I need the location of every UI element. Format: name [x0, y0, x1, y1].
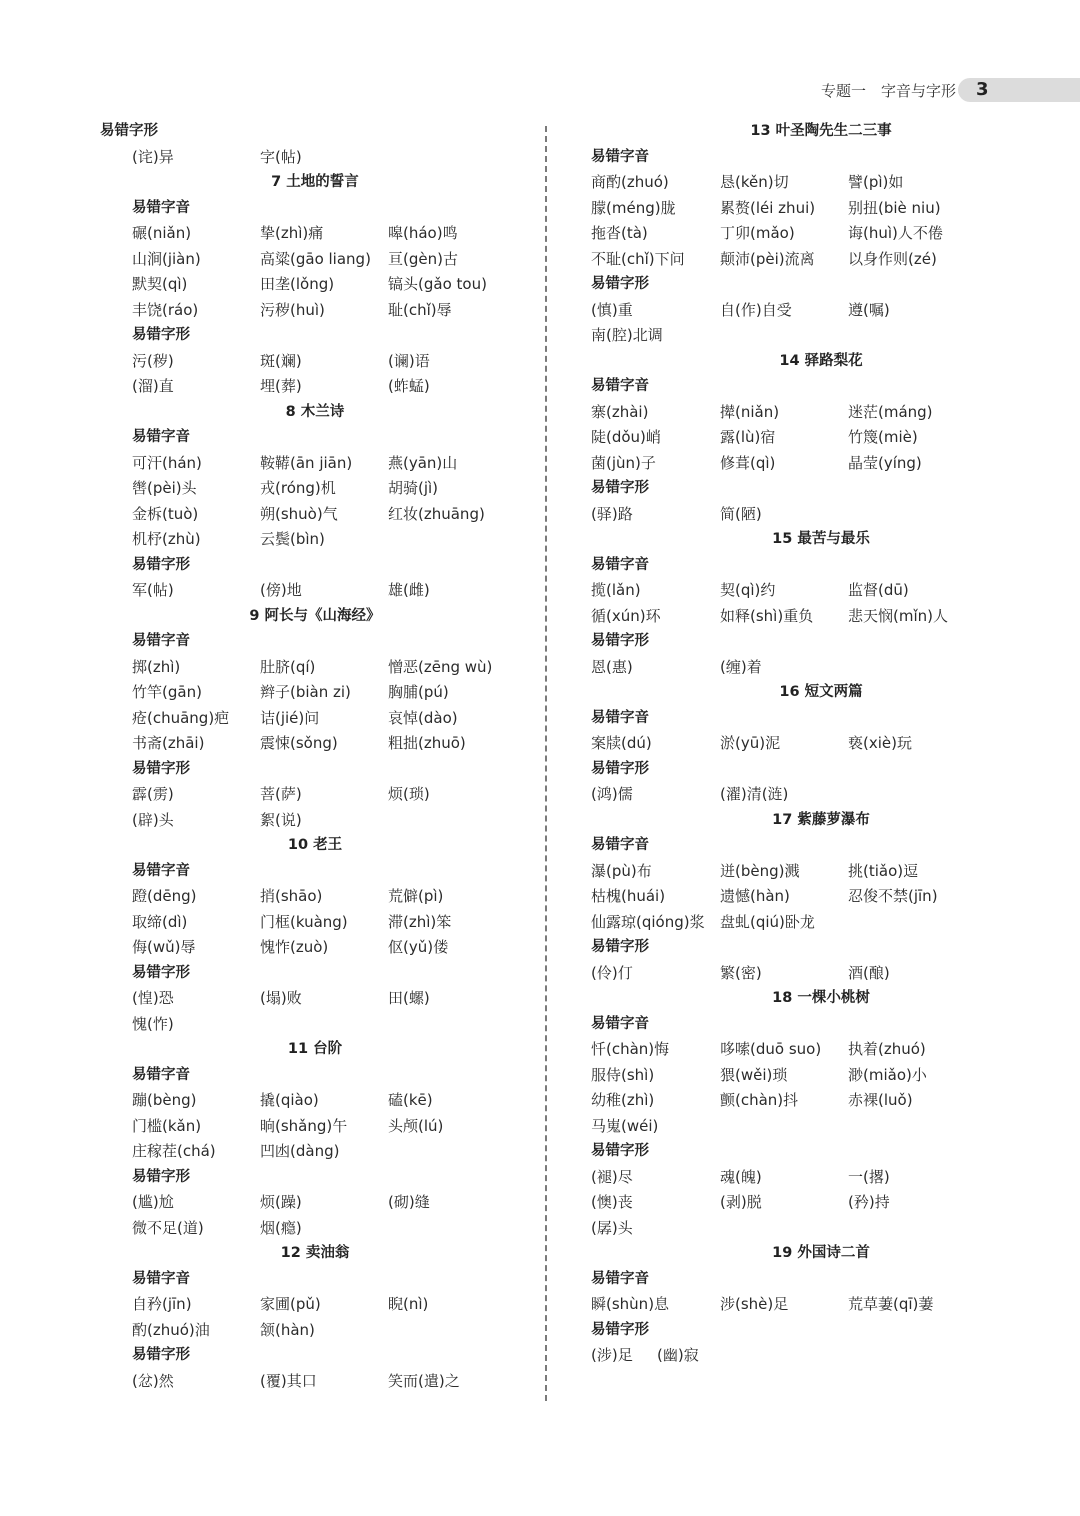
word-entry: 案牍(dú) — [591, 734, 652, 752]
lesson-title: 19 外国诗二首 — [772, 1245, 870, 1261]
word-entry: 斑(斓) — [260, 351, 302, 370]
word-entry: 瞬(shùn)息 — [591, 1295, 670, 1313]
lesson-title: 9 阿长与《山海经》 — [249, 607, 381, 624]
word-entry: (孱)头 — [591, 1218, 633, 1237]
word-entry: 滞(zhì)笨 — [388, 912, 452, 931]
word-entry: 循(xún)环 — [591, 606, 661, 625]
word-entry: (塌)败 — [260, 989, 302, 1007]
word-entry: 赤裸(luǒ) — [848, 1091, 913, 1109]
section-label: 易错字音 — [132, 199, 190, 216]
word-entry: 高粱(gāo liang) — [260, 249, 371, 268]
word-entry: 亵(xiè)玩 — [848, 734, 912, 752]
word-entry: (诧)异 — [132, 147, 174, 166]
word-row — [100, 527, 530, 553]
word-entry: 侮(wǔ)辱 — [132, 938, 196, 956]
word-entry: 服侍(shì) — [591, 1065, 655, 1084]
section-label: 易错字形 — [132, 556, 190, 573]
word-row — [591, 578, 1051, 604]
word-entry: 修葺(qì) — [720, 453, 776, 472]
word-entry: 荒草萋(qī)萋 — [848, 1295, 934, 1313]
word-entry: 竹竿(gān) — [132, 683, 202, 701]
word-entry: 瀑(pù)布 — [591, 861, 652, 880]
lesson-title: 18 一棵小桃树 — [772, 990, 870, 1006]
section-label: 易错字形 — [591, 480, 649, 496]
word-row — [100, 502, 530, 528]
section-label: 易错字形 — [100, 123, 158, 139]
word-entry: 絮(说) — [260, 810, 302, 829]
word-entry: 不耻(chǐ)下问 — [591, 249, 685, 268]
word-entry: 辔(pèi)头 — [132, 479, 197, 497]
word-entry: 家圃(pǔ) — [260, 1295, 321, 1313]
word-row — [591, 502, 1051, 528]
word-entry: 震悚(sǒng) — [260, 734, 338, 752]
word-entry: 哀悼(dào) — [388, 708, 458, 727]
word-entry: 山涧(jiàn) — [132, 249, 201, 268]
word-entry: 枯槐(huái) — [591, 887, 666, 905]
word-row — [100, 782, 530, 808]
word-entry: 嗥(háo)鸣 — [388, 224, 458, 242]
word-entry: (尴)尬 — [132, 1193, 174, 1211]
word-row — [100, 935, 530, 961]
word-entry: (鸿)儒 — [591, 785, 633, 803]
word-entry: 鞍鞯(ān jiān) — [260, 453, 353, 472]
word-entry: 诘(jié)问 — [260, 708, 320, 727]
word-entry: 譬(pì)如 — [848, 173, 904, 191]
word-entry: 霹(雳) — [132, 785, 174, 803]
section-label: 易错字形 — [132, 1168, 190, 1185]
word-entry: (濯)清(涟) — [720, 785, 789, 803]
word-entry: 菌(jùn)子 — [591, 453, 656, 472]
word-entry: (幽)寂 — [657, 1346, 699, 1364]
word-row — [100, 145, 530, 171]
word-entry: 军(帖) — [132, 581, 174, 599]
lesson-title: 13 叶圣陶先生二三事 — [750, 123, 892, 139]
word-entry: 朦(méng)胧 — [591, 198, 676, 217]
word-entry: 蹦(bèng) — [132, 1091, 197, 1109]
word-entry: 取缔(dì) — [132, 912, 188, 931]
word-entry: (矜)持 — [848, 1193, 890, 1211]
word-entry: 撵(niǎn) — [720, 402, 780, 421]
word-entry: (伶)仃 — [591, 963, 633, 982]
word-entry: 燕(yān)山 — [388, 453, 458, 472]
word-entry: 机杼(zhù) — [132, 530, 201, 548]
word-row — [591, 731, 1051, 757]
word-entry: 酒(酿) — [848, 963, 890, 982]
word-entry: 胸脯(pú) — [388, 683, 449, 701]
word-entry: 简(陋) — [720, 504, 762, 523]
section-label: 易错字音 — [591, 1270, 649, 1287]
word-row — [591, 961, 1051, 987]
word-entry: 晌(shǎng)午 — [260, 1116, 348, 1135]
section-label: 易错字音 — [132, 633, 190, 649]
word-entry: 迸(bèng)溅 — [720, 861, 800, 880]
word-entry: 淤(yū)泥 — [720, 734, 781, 752]
word-entry: 头颅(lú) — [388, 1116, 444, 1135]
word-entry: 契(qì)约 — [720, 581, 776, 599]
word-entry: 田(螺) — [388, 989, 430, 1007]
word-row — [100, 1114, 530, 1140]
word-entry: 金柝(tuò) — [132, 504, 199, 523]
word-row — [100, 884, 530, 910]
column-divider — [545, 126, 547, 1401]
word-entry: 自矜(jīn) — [132, 1295, 192, 1313]
word-row — [591, 859, 1051, 885]
word-entry: 蹬(dēng) — [132, 887, 197, 905]
word-entry: 马嵬(wéi) — [591, 1116, 659, 1135]
word-row — [591, 1343, 1051, 1369]
word-row — [591, 604, 1051, 630]
word-row — [100, 680, 530, 706]
word-entry: 遗憾(hàn) — [720, 887, 790, 905]
section-label: 易错字音 — [132, 429, 190, 445]
word-entry: (覆)其口 — [260, 1371, 317, 1390]
word-entry: (辟)头 — [132, 810, 174, 829]
word-entry: 魂(魄) — [720, 1167, 762, 1186]
word-entry: 门槛(kǎn) — [132, 1116, 202, 1135]
word-row — [591, 323, 1051, 349]
word-entry: 迷茫(máng) — [848, 402, 933, 421]
word-row — [100, 1190, 530, 1216]
word-row — [100, 1139, 530, 1165]
word-entry: 累赘(léi zhui) — [720, 198, 816, 217]
word-entry: 庄稼茬(chá) — [132, 1142, 216, 1160]
word-entry: 诲(huì)人不倦 — [848, 224, 943, 242]
word-row — [591, 1088, 1051, 1114]
word-entry: 碾(niǎn) — [132, 224, 192, 242]
word-row — [100, 1292, 530, 1318]
word-entry: 猥(wěi)琐 — [720, 1065, 788, 1084]
word-entry: 渺(miǎo)小 — [848, 1065, 927, 1084]
word-row — [100, 578, 530, 604]
word-row — [591, 910, 1051, 936]
word-entry: 笑而(遣)之 — [388, 1371, 460, 1390]
word-row — [591, 1216, 1051, 1242]
word-row — [591, 1037, 1051, 1063]
lesson-title: 14 驿路梨花 — [779, 352, 863, 369]
word-row — [591, 1114, 1051, 1140]
section-label: 易错字形 — [591, 1321, 649, 1338]
word-entry: 涉(shè)足 — [720, 1295, 789, 1313]
word-row — [100, 374, 530, 400]
word-row — [591, 400, 1051, 426]
word-entry: 睨(nì) — [388, 1295, 429, 1313]
word-entry: (惶)恐 — [132, 989, 174, 1007]
word-entry: (蚱蜢) — [388, 377, 430, 395]
word-entry: 忍俊不禁(jīn) — [848, 887, 938, 905]
word-entry: 雄(雌) — [388, 581, 430, 599]
word-entry: 恳(kěn)切 — [720, 173, 789, 191]
word-row — [591, 782, 1051, 808]
word-entry: 辫子(biàn zi) — [260, 683, 351, 701]
word-entry: 颔(hàn) — [260, 1320, 315, 1339]
word-row — [591, 170, 1051, 196]
word-entry: 遵(嘱) — [848, 300, 890, 319]
word-entry: 磕(kē) — [388, 1091, 433, 1109]
word-entry: 仙露琼(qióng)浆 — [591, 912, 705, 931]
word-entry: 书斋(zhāi) — [132, 734, 205, 752]
right-column — [591, 119, 1051, 1369]
word-entry: 镐头(gǎo tou) — [388, 275, 487, 293]
word-row — [591, 247, 1051, 273]
word-row — [591, 1063, 1051, 1089]
word-entry: 污秽(huì) — [260, 300, 325, 319]
word-entry: 田垄(lǒng) — [260, 275, 335, 293]
word-row — [591, 425, 1051, 451]
word-entry: 憎恶(zēng wù) — [388, 657, 493, 676]
section-label: 易错字形 — [132, 1347, 190, 1363]
word-entry: 颠沛(pèi)流离 — [720, 249, 815, 268]
word-row — [100, 221, 530, 247]
word-entry: 如释(shì)重负 — [720, 606, 814, 625]
word-entry: 埋(葬) — [260, 377, 302, 395]
word-entry: 可汗(hán) — [132, 453, 202, 472]
word-row — [100, 247, 530, 273]
word-entry: 肚脐(qí) — [260, 657, 316, 676]
word-row — [100, 451, 530, 477]
section-label: 易错字形 — [132, 760, 190, 777]
word-entry: 一(撂) — [848, 1167, 890, 1186]
section-label: 易错字音 — [591, 556, 649, 573]
word-entry: (溜)直 — [132, 377, 174, 395]
word-row — [100, 986, 530, 1012]
lesson-title: 15 最苦与最乐 — [772, 531, 870, 547]
word-row — [100, 1012, 530, 1038]
lesson-title: 17 紫藤萝瀑布 — [772, 811, 870, 828]
word-entry: 酌(zhuó)油 — [132, 1320, 210, 1339]
word-entry: 恩(惠) — [591, 657, 633, 676]
word-entry: 寨(zhài) — [591, 402, 649, 421]
word-row — [591, 1165, 1051, 1191]
word-entry: 露(lù)宿 — [720, 428, 776, 446]
section-label: 易错字形 — [591, 1143, 649, 1159]
word-entry: 以身作则(zé) — [848, 249, 937, 268]
word-entry: 愧(怍) — [132, 1014, 174, 1033]
word-row — [591, 196, 1051, 222]
word-row — [100, 910, 530, 936]
word-entry: 陡(dǒu)峭 — [591, 428, 661, 446]
page-number-tab — [958, 78, 1080, 102]
word-entry: 晶莹(yíng) — [848, 453, 922, 472]
word-entry: 污(秽) — [132, 351, 174, 370]
word-row — [591, 1190, 1051, 1216]
word-entry: 伛(yǔ)偻 — [388, 938, 449, 956]
word-entry: 微不足(道) — [132, 1218, 204, 1237]
word-entry: 亘(gèn)古 — [388, 249, 458, 268]
word-entry: (懊)丧 — [591, 1193, 633, 1211]
word-row — [100, 476, 530, 502]
word-entry: 字(帖) — [260, 147, 302, 166]
word-entry: 耻(chǐ)辱 — [388, 300, 452, 319]
word-entry: 拖沓(tà) — [591, 224, 648, 242]
word-entry: 丰饶(ráo) — [132, 300, 199, 319]
section-label: 易错字音 — [591, 148, 649, 165]
word-entry: 南(腔)北调 — [591, 326, 663, 344]
section-label: 易错字形 — [591, 939, 649, 955]
lesson-title: 11 台阶 — [287, 1041, 343, 1057]
word-entry: (涉)足 — [591, 1346, 633, 1364]
section-label: 易错字音 — [591, 837, 649, 853]
word-entry: 愧怍(zuò) — [260, 938, 329, 956]
word-row — [100, 272, 530, 298]
word-entry: 粗拙(zhuō) — [388, 734, 466, 752]
word-entry: (褪)尽 — [591, 1167, 633, 1186]
word-entry: 幼稚(zhì) — [591, 1091, 655, 1109]
word-entry: 盘虬(qiú)卧龙 — [720, 912, 815, 931]
word-entry: 烦(琐) — [388, 785, 430, 803]
word-entry: (谰)语 — [388, 351, 430, 370]
section-label: 易错字形 — [132, 964, 190, 981]
word-entry: (剥)脱 — [720, 1193, 762, 1211]
word-entry: 烦(躁) — [260, 1193, 302, 1211]
word-entry: 竹篾(miè) — [848, 428, 918, 446]
word-entry: 云鬓(bìn) — [260, 530, 325, 548]
section-label: 易错字音 — [591, 378, 649, 394]
word-entry: 疮(chuāng)疤 — [132, 708, 230, 727]
word-entry: 别扭(biè niu) — [848, 198, 941, 217]
word-entry: 戎(róng)机 — [260, 479, 336, 497]
word-row — [591, 221, 1051, 247]
word-entry: 悲天悯(mǐn)人 — [848, 606, 948, 625]
word-row — [100, 1216, 530, 1242]
word-entry: 掷(zhì) — [132, 657, 181, 676]
word-row — [100, 1088, 530, 1114]
word-entry: (傍)地 — [260, 581, 302, 599]
lesson-title: 16 短文两篇 — [779, 684, 863, 700]
word-entry: 自(作)自受 — [720, 300, 792, 319]
lesson-title: 12 卖油翁 — [280, 1245, 350, 1261]
word-entry: 烟(瘾) — [260, 1218, 302, 1237]
word-entry: (砌)缝 — [388, 1193, 430, 1211]
section-label: 易错字音 — [132, 862, 190, 879]
word-entry: 哆嗦(duō suo) — [720, 1040, 822, 1058]
word-entry: 凹凼(dàng) — [260, 1142, 340, 1160]
word-entry: (忿)然 — [132, 1371, 174, 1390]
word-row — [100, 349, 530, 375]
word-row — [591, 451, 1051, 477]
word-row — [100, 808, 530, 834]
word-entry: 胡骑(jì) — [388, 479, 439, 497]
header-topic: 专题一 字音与字形 — [820, 82, 956, 100]
word-entry: 朔(shuò)气 — [260, 504, 338, 523]
word-entry: 颤(chàn)抖 — [720, 1091, 799, 1109]
word-row — [100, 731, 530, 757]
section-label: 易错字形 — [132, 327, 190, 343]
word-entry: 撬(qiào) — [260, 1091, 319, 1109]
word-entry: 挚(zhì)痛 — [260, 224, 324, 242]
word-entry: (驿)路 — [591, 504, 633, 523]
word-entry: 商酌(zhuó) — [591, 173, 669, 191]
word-entry: 忏(chàn)悔 — [591, 1040, 670, 1058]
lesson-title: 8 木兰诗 — [285, 403, 345, 420]
word-row — [100, 655, 530, 681]
word-entry: 默契(qì) — [132, 275, 188, 293]
word-row — [100, 1318, 530, 1344]
word-entry: 繁(密) — [720, 963, 762, 982]
word-row — [591, 884, 1051, 910]
lesson-title: 7 土地的誓言 — [271, 174, 359, 190]
word-entry: (缠)着 — [720, 657, 762, 676]
word-row — [591, 1292, 1051, 1318]
word-entry: 捎(shāo) — [260, 887, 323, 905]
word-entry: (慎)重 — [591, 300, 633, 319]
section-label: 易错字形 — [591, 276, 649, 292]
section-label: 易错字音 — [591, 1015, 649, 1032]
left-column — [100, 119, 530, 1394]
word-entry: 菩(萨) — [260, 785, 302, 803]
section-label: 易错字形 — [591, 633, 649, 649]
word-row — [591, 655, 1051, 681]
word-entry: 执着(zhuó) — [848, 1040, 926, 1058]
word-entry: 红妆(zhuāng) — [388, 504, 485, 523]
lesson-title: 10 老王 — [287, 837, 343, 853]
word-entry: 荒僻(pì) — [388, 887, 444, 905]
word-row — [100, 298, 530, 324]
word-entry: 门框(kuàng) — [260, 912, 348, 931]
word-row — [591, 298, 1051, 324]
section-label: 易错字音 — [132, 1066, 190, 1083]
section-label: 易错字音 — [591, 709, 649, 726]
word-entry: 丁卯(mǎo) — [720, 224, 795, 242]
word-row — [100, 1369, 530, 1395]
word-entry: 揽(lǎn) — [591, 581, 641, 599]
word-entry: 挑(tiǎo)逗 — [848, 861, 919, 880]
page-number: 3 — [976, 79, 989, 100]
word-row — [100, 706, 530, 732]
page-header — [0, 78, 1080, 104]
word-entry: 监督(dū) — [848, 581, 909, 599]
section-label: 易错字形 — [591, 760, 649, 777]
section-label: 易错字音 — [132, 1270, 190, 1287]
